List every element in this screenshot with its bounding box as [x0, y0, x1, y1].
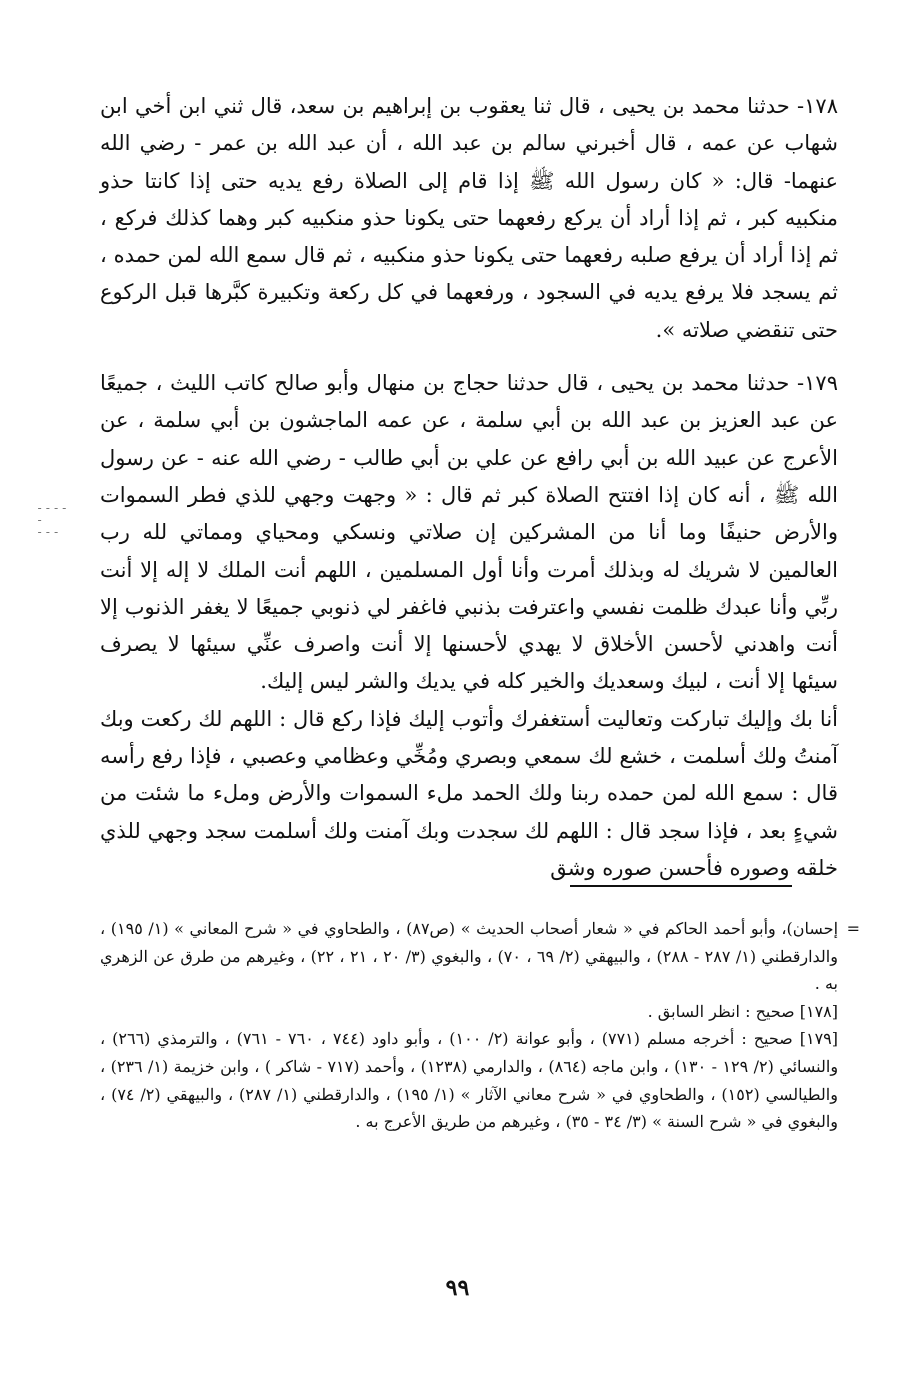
footnote-179: [١٧٩] صحيح : أخرجه مسلم (٧٧١) ، وأبو عوانة (٢/ ١٠٠) ، وأبو داود (٧٤٤ ، ٧٦٠ - ٧٦١) ، والترمذي (٢٦٦) ، والنسائي (٢/ ١٢٩ - ١٣٠) ، وابن ماجه (٨٦٤) ، والدارمي (١٢٣٨) ، وأحمد (٧١٧ - شاكر ) ، وابن خزيمة (١/ ٢٣٦) ، والطيالسي (١٥٢) ، والطحاوي في « شرح معاني الآثار » (١/ ١٩٥) ، والدارقطني (١/ ٢٨٧) ، والبيهقي (٢/ ٧٤) ، والبغوي في « شرح السنة » (٣/ ٣٤ - ٣٥) ، وغيرهم من طريق الأعرج به .: [100, 1029, 839, 1132]
page-number: ٩٩: [445, 1275, 470, 1301]
footnotes: [100, 915, 860, 1136]
main-text: [100, 88, 838, 887]
hadith-179-continued: أنا بك وإليك تباركت وتعاليت أستغفرك وأتوب إليك فإذا ركع قال : اللهم لك ركعت وبك آمنتُ ولك أسلمت ، خشع لك سمعي وبصري ومُخِّي وعظامي وعصبي ، فإذا رفع رأسه قال : سمع الله لمن حمده ربنا ولك الحمد ملء السموات والأرض وملء ما شئت من شيءٍ بعد ، فإذا سجد قال : اللهم لك سجدت وبك آمنت ولك أسلمت سجد وجهي للذي خلقه وصوره فأحسن صوره وشق: [100, 706, 838, 880]
footnote-previous: إحسان)، وأبو أحمد الحاكم في « شعار أصحاب الحديث » (ص٨٧) ، والطحاوي في « شرح المعاني » (١/ ١٩٥) ، والدارقطني (١/ ٢٨٧ - ٢٨٨) ، والبيهقي (٢/ ٦٩ ، ٧٠) ، والبغوي (٣/ ٢٠ ، ٢١ ، ٢٢) ، وغيرهم من طرق عن الزهري به .: [100, 919, 839, 994]
hadith-178: ١٧٨- حدثنا محمد بن يحيى ، قال ثنا يعقوب بن إبراهيم بن سعد، قال ثني ابن أخي ابن شهاب عن عمه ، قال أخبرني سالم بن عبد الله ، أن عبد الله بن عمر - رضي الله عنهما- قال: « كان رسول الله ﷺ إذا قام إلى الصلاة رفع يديه حتى إذا كانتا حذو منكبيه كبر ، ثم إذا أراد أن يركع رفعهما حتى يكونا حذو منكبيه كبر وهما كذلك فركع ، ثم إذا أراد أن يرفع صلبه رفعهما حتى يكونا حذو منكبيه ، ثم قال سمع الله لمن حمده ، ثم يسجد فلا يرفع يديه في السجود ، ورفعهما في كل ركعة وتكبيرة كبَّرها قبل الركوع حتى تنقضي صلاته ».: [100, 94, 838, 342]
footnote-178: [١٧٨] صحيح : انظر السابق .: [647, 1001, 838, 1021]
hadith-179: ١٧٩- حدثنا محمد بن يحيى ، قال حدثنا حجاج بن منهال وأبو صالح كاتب الليث ، جميعًا عن عبد العزيز بن عبد الله بن أبي سلمة ، عن عمه الماجشون بن أبي سلمة ، عن الأعرج عن عبيد الله بن أبي رافع عن علي بن أبي طالب - رضي الله عنه - عن رسول الله ﷺ ، أنه كان إذا افتتح الصلاة كبر ثم قال : « وجهت وجهي للذي فطر السموات والأرض حنيفًا وما أنا من المشركين إن صلاتي ونسكي ومحياي ومماتي لله رب العالمين لا شريك له وبذلك أمرت وأنا أول المسلمين ، اللهم أنت الملك لا إله إلا أنت ربِّي وأنا عبدك ظلمت نفسي واعترفت بذنبي فاغفر لي ذنوبي جميعًا لا يغفر الذنوب إلا أنت واهدني لأحسن الأخلاق لا يهدي لأحسنها إلا أنت واصرف عنِّي سيئها لا يصرف سيئها إلا أنت ، لبيك وسعديك والخير كله في يديك والشر ليس إليك.: [100, 371, 838, 694]
footnote-separator: [570, 885, 792, 887]
margin-marks: ----- ---: [36, 501, 69, 539]
continuation-mark: =: [846, 919, 860, 938]
